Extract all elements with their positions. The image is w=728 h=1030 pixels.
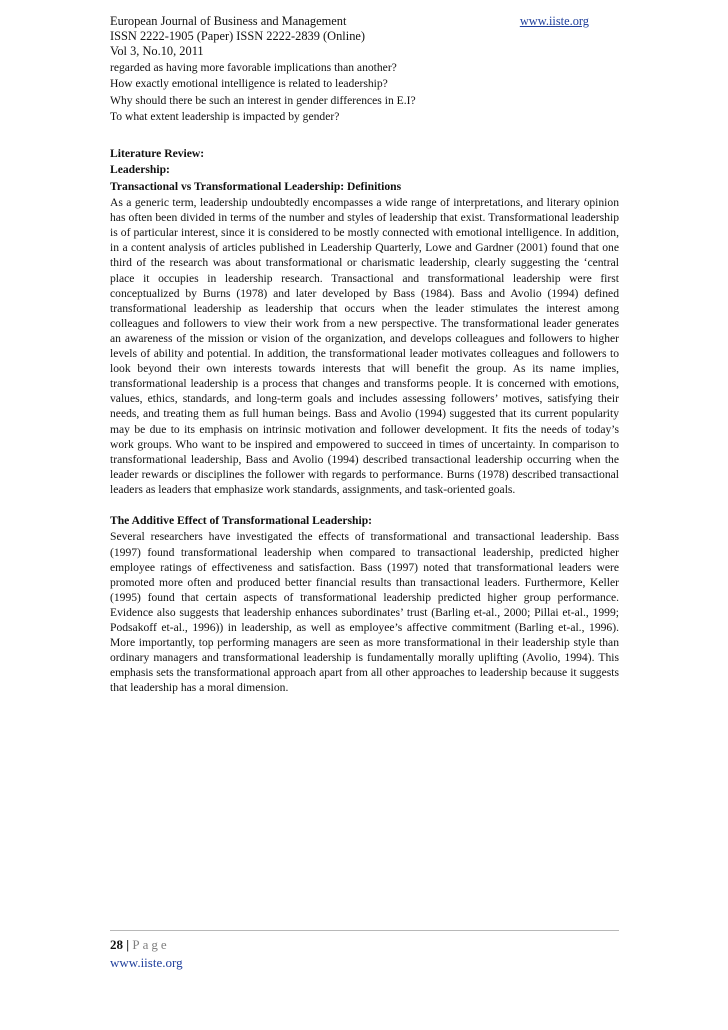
footer-separator: | <box>123 937 133 952</box>
additive-paragraph: Several researchers have investigated the effects of transformational and transactional leadership. Bass (1997) found transformational leadership when compared to transactional leadership, predicted higher employee ratings of effectiveness and satisfaction. Bass (1997) noted that transformational leaders were promoted more often and produced better financial results than transactional leaders. Furthermore, Keller (1995) found that certain aspects of transformational leadership predicted higher group performance. Evidence also suggests that leadership enhances subordinates’ trust (Barling et-al., 2000; Pillai et-al., 1999; Podsakoff et-al., 1996)) in leadership, as well as employee’s affective commitment (Barling et-al., 1996). More importantly, top performing managers are seen as more transformational in their leadership style than ordinary managers and transformational leadership is fundamentally morally uplifting (Avolio, 1994). This emphasis sets the transformational approach apart from all other approaches to leadership because it suggests that leadership has a moral dimension. <box>110 530 619 695</box>
heading-definitions: Transactional vs Transformational Leadership: Definitions <box>110 179 402 193</box>
page-footer <box>110 936 183 972</box>
page-body <box>110 14 619 696</box>
question-line: How exactly emotional intelligence is related to leadership? <box>110 77 388 91</box>
footer-url-link[interactable]: www.iiste.org <box>110 955 183 970</box>
issn-line: ISSN 2222-1905 (Paper) ISSN 2222-2839 (Online) <box>110 29 366 44</box>
question-line: regarded as having more favorable implications than another? <box>110 60 397 74</box>
spacer <box>110 497 619 513</box>
page-label: Page <box>132 937 170 952</box>
heading-additive-effect: The Additive Effect of Transformational Leadership: <box>110 513 373 527</box>
volume-line: Vol 3, No.10, 2011 <box>110 44 204 59</box>
running-header <box>110 14 619 60</box>
page-number: 28 <box>110 937 123 952</box>
question-line: To what extent leadership is impacted by gender? <box>110 110 340 124</box>
heading-literature-review: Literature Review: <box>110 146 205 160</box>
journal-title: European Journal of Business and Management <box>110 14 347 28</box>
heading-leadership: Leadership: <box>110 163 170 177</box>
question-line: Why should there be such an interest in gender differences in E.I? <box>110 93 416 107</box>
spacer <box>110 126 619 146</box>
footer-divider <box>110 930 619 931</box>
header-url-link[interactable]: www.iiste.org <box>519 14 589 28</box>
definitions-paragraph: As a generic term, leadership undoubtedly encompasses a wide range of interpretations, and literary opinion has often been divided in terms of the number and styles of leadership that exist. Transformational leadership is of particular interest, since it is considered to be mostly connected with emotional intelligence. In addition, in a content analysis of articles published in Leadership Quarterly, Lowe and Gardner (2001) found that one third of the research was about transformational or charismatic leadership, clearly suggesting the ‘central place it occupies in leadership research. Transactional and transformational leadership were first conceptualized by Burns (1978) and later developed by Bass (1984). Bass and Avolio (1994) defined transformational leadership as leadership that occurs when the leader stimulates the interest among colleagues and followers to view their work from a new perspective. The transformational leader generates an awareness of the mission or vision of the organization, and develops colleagues and followers to higher levels of ability and potential. In addition, the transformational leader motivates colleagues and followers to look beyond their own interests towards interests that will benefit the group. As its name implies, transformational leadership is a process that changes and transforms people. It is concerned with emotions, values, ethics, standards, and long-term goals and includes assessing followers’ motives, satisfying their needs, and treating them as full human beings. Bass and Avolio (1994) suggested that its current popularity may be due to its emphasis on intrinsic motivation and follower development. It fits the needs of today’s work groups. Who want to be inspired and empowered to succeed in times of uncertainty. In comparison to transformational leadership, Bass and Avolio (1994) described transactional leadership occurring when the leader rewards or disciplines the follower with regards to performance. Burns (1978) described transactional leaders as leaders that emphasize work standards, assignments, and task-oriented goals. <box>110 196 619 496</box>
